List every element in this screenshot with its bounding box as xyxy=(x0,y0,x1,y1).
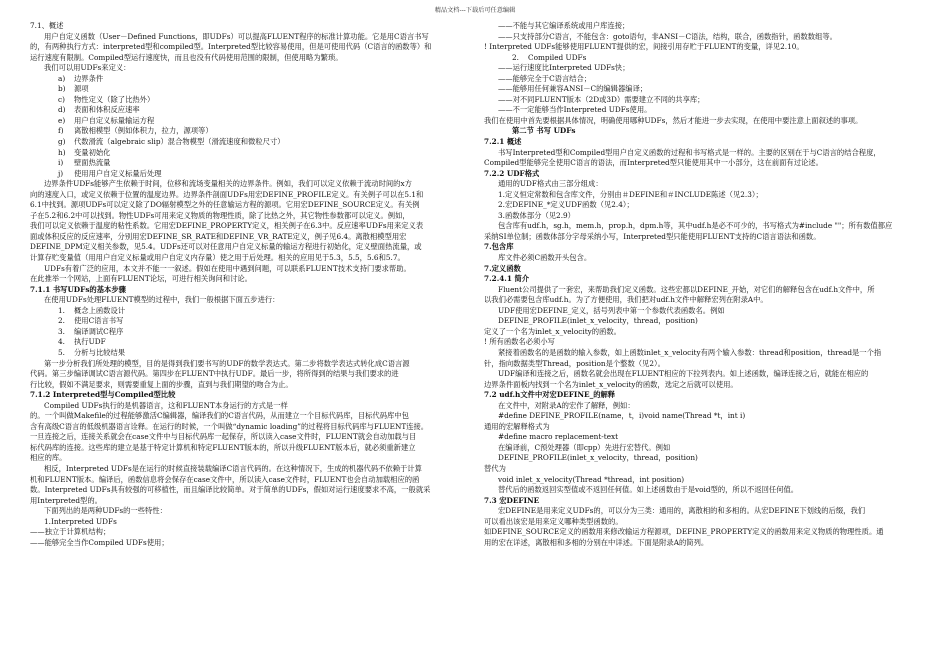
right-column xyxy=(484,21,916,548)
right-text-line: 包含库有udf.h，sg.h，mem.h，prop.h，dpm.h等，其中udf.h是必不可少的，书写格式为#include ""；所有数值都应 xyxy=(498,221,893,231)
right-text-line: 第二节 书写 UDFs xyxy=(512,126,576,136)
left-text-line: 向的速度入口，或定义依赖于位置的温度边界。边界条件剖面UDFs用宏DEFINE_PROFILE定义。有关例子可以在5.1和 xyxy=(30,189,424,199)
page-header: 精品文档---下载后可任意编辑 xyxy=(434,7,516,14)
right-text-line: 7.3 宏DEFINE xyxy=(484,495,540,505)
left-text-line xyxy=(30,148,458,159)
list-marker: 3. xyxy=(498,210,505,220)
left-text-line xyxy=(30,169,458,180)
list-item-text: 物性定义（除了比热外） xyxy=(74,94,155,104)
list-marker: a) xyxy=(58,73,66,83)
right-text-line xyxy=(484,190,916,201)
left-text-line: 6.1中找到。源项UDFs可以定义除了DO辐射模型之外的任意输运方程的源项。它用宏DEFINE_SOURCE定义。有关例 xyxy=(30,200,420,210)
list-item-text: 定义恒定常数和包含库文件，分别由＃DEFINE和＃INCLUDE陈述（见2.3）； xyxy=(504,189,763,199)
left-text-line: 在此推举一个网站，上面有FLUENT论坛，可进行相关询问和讨论。 xyxy=(30,274,252,284)
left-text-line: 我们可以用UDFs来定义： xyxy=(44,63,131,73)
right-text-line: 用的宏在详述，离散相和多相的分别在中详述。下面是附录A的简列。 xyxy=(484,537,709,547)
left-text-line: 7.1、概述 xyxy=(30,21,64,30)
right-text-line: 库文件必须C函数开头包含。 xyxy=(498,253,592,263)
list-marker: 1. xyxy=(44,516,51,526)
left-text-line xyxy=(30,337,458,348)
right-text-line: 紧接着函数名的是函数的输入参数，如上函数inlet_x_velocity有两个输入参数：thread和position，thread是一个指 xyxy=(498,347,882,357)
left-text-line: 的，有两种执行方式：interpreted型和compiled型。Interpreted型比较容易使用，但是可使用代码（C语言的函数等）和 xyxy=(30,42,432,52)
left-text-line: 一旦连接之后，连接关系就会在case文件中与目标代码库一起保存，所以读入case文件时，FLUENT就会自动加载与目 xyxy=(30,432,417,442)
list-item-text: 离散相模型（例如体积力，拉力，源项等） xyxy=(74,126,213,136)
left-text-line: 用Interpreted型的。 xyxy=(30,495,102,505)
left-text-line xyxy=(30,84,458,95)
left-text-line: 的。一个叫做Makefile的过程能够激活C编辑器，编译我们的C语言代码，从而建立一个目标代码库，目标代码库中包 xyxy=(30,411,409,421)
left-text-line: 计算存贮变量值（用用户自定义标量或用户自定义内存量）使之用于后处理。相关的应用见于5.3，5.5，5.6和5.7。 xyxy=(30,253,405,263)
right-text-line: ——不能与其它编译系统或用户库连接； xyxy=(498,21,630,30)
right-text-line: 可以看出该宏是用来定义哪种类型函数的。 xyxy=(484,516,623,526)
right-text-line: DEFINE_PROFILE(inlet_x_velocity，thread，position) xyxy=(498,453,698,463)
list-item-text: 代数滑流（algebraic slip）混合物模型（滑流速度和微粒尺寸） xyxy=(74,137,285,147)
left-text-line: 子在5.2和6.2中可以找到。物性UDFs可用来定义物质的物理性质，除了比热之外，其它物性参数都可以定义。例如， xyxy=(30,210,410,220)
list-item-text: 源项 xyxy=(74,84,89,94)
right-text-line xyxy=(484,211,916,222)
list-item-text: 执行UDF xyxy=(74,337,106,347)
list-item-text: 分析与比较结果 xyxy=(74,347,126,357)
left-text-line xyxy=(30,316,458,327)
list-marker: 2. xyxy=(512,52,519,62)
list-item-text: 使用用户自定义标量后处理 xyxy=(74,168,162,178)
left-text-line xyxy=(30,348,458,359)
left-text-line: 标代码库的连接。这些库的建立是基于特定计算机和特定FLUENT版本的，所以升级FLUENT版本后，就必须重新建立 xyxy=(30,442,416,452)
list-item-text: 壁面热流量 xyxy=(74,158,111,168)
left-text-line: 7.1.2 Interpreted型与Compiled型比较 xyxy=(30,390,176,400)
list-marker: d) xyxy=(58,105,66,115)
list-marker: i) xyxy=(58,158,64,168)
list-item-text: 边界条件 xyxy=(74,73,104,83)
list-marker: h) xyxy=(58,147,66,157)
right-text-line: 7.2.4.1 简介 xyxy=(484,274,530,284)
left-text-line: 含有高级C语言的低级机器语言诠释。在运行的时候，一个叫做“dynamic loading”的过程将目标代码库与FLUENT连接。 xyxy=(30,421,429,431)
left-text-line: 用户自定义函数（User－Defined Functions，即UDFs）可以提高FLUENT程序的标准计算功能。它是用C语言书写 xyxy=(44,31,429,41)
left-text-line: 边界条件UDFs能够产生依赖于时间，位移和流场变量相关的边界条件。例如，我们可以定义依赖于流动时间的x方 xyxy=(44,179,412,189)
right-text-line: #define DEFINE_PROFILE(name，t，i)void name(Thread *t，int i) xyxy=(498,411,746,421)
right-text-line: 替代为 xyxy=(484,463,506,473)
list-item-text: Interpreted UDFs xyxy=(50,516,117,526)
left-text-line: Compiled UDFs执行的是机器语言，这和FLUENT本身运行的方式是一样 xyxy=(44,400,288,410)
left-text-line xyxy=(30,158,458,169)
left-text-line: 7.1.1 书写UDFs的基本步骤 xyxy=(30,284,126,294)
right-text-line: 7.2 udf.h文件中对宏DEFINE_的解释 xyxy=(484,390,616,400)
left-text-line: UDFs有着广泛的应用，本文并不能一一叙述。假如在使用中遇到问题，可以联系FLUENT技术支持门要求帮助。 xyxy=(44,263,411,273)
right-text-line: ——能够完全于C语言结合； xyxy=(498,73,592,83)
left-text-line xyxy=(30,137,458,148)
left-text-line: 面或体积反应的反应速率，分别用宏DEFINE_SR_RATE和DEFINE_VR_RATE定义，例子见6.4。离散相模型用宏 xyxy=(30,231,407,241)
left-text-line: 下面列出的是两种UDFs的一些特性： xyxy=(44,506,167,516)
list-marker: 2. xyxy=(498,200,505,210)
left-text-line xyxy=(30,116,458,127)
left-column xyxy=(30,21,458,548)
right-text-line: Fluent公司提供了一套宏，来帮助我们定义函数。这些宏都以DEFINE_开始，对它们的解释包含在udf.h文件中，所 xyxy=(498,284,875,294)
list-marker: c) xyxy=(58,94,65,104)
list-item-text: 概念上函数设计 xyxy=(74,305,126,315)
right-text-line: 7.2.1 概述 xyxy=(484,137,522,147)
right-text-line: 定义了一个名为inlet_x_velocity的函数。 xyxy=(484,326,621,336)
left-text-line xyxy=(30,327,458,338)
right-text-line: UDF使用宏DEFINE_定义，括号列表中第一个参数代表函数名。例如 xyxy=(498,305,725,315)
right-text-line: ——能够用任何兼容ANSI－C的编辑器编译； xyxy=(498,84,648,94)
list-item-text: 宏DEFINE_*定义UDF函数（见2.4）； xyxy=(504,200,634,210)
right-text-line: ! Interpreted UDFs能够使用FLUENT提供的宏，间接引用存贮于FLUENT的变量，详见2.10。 xyxy=(484,42,804,52)
list-item-text: 表面和体积反应速率 xyxy=(74,105,140,115)
right-text-line: 7.包含库 xyxy=(484,242,514,252)
right-text-line: ——不一定能够当作Interpreted UDFs使用。 xyxy=(498,105,652,115)
left-text-line xyxy=(30,105,458,116)
right-text-line: Compiled型能够完全使用C语言的语法，而Interpreted型只能使用其中一小部分，这在前面有过论述。 xyxy=(484,158,823,168)
left-text-line: ——独立于计算机结构； xyxy=(30,527,111,537)
right-text-line: ——对不同FLUENT版本（2D或3D）需要建立不同的共享库； xyxy=(498,94,705,104)
right-text-line: #define macro replacement-text xyxy=(498,432,619,442)
list-item-text: 编译调试C程序 xyxy=(74,326,124,336)
left-text-line xyxy=(30,74,458,85)
right-text-line: 在编译前，C预处理器（即cpp）先进行宏替代。例如 xyxy=(498,442,671,452)
right-text-line: 在文件中，对附录A的宏作了解释，例如： xyxy=(498,400,635,410)
right-text-line: 宏DEFINE是用来定义UDFs的，可以分为三类：通用的，离散相的和多相的。从宏DEFINE下划线的后缀，我们 xyxy=(498,506,866,516)
right-text-line: ! 所有函数名必须小写 xyxy=(484,337,555,347)
right-text-line: ——只支持部分C语言，不能包含：goto语句，非ANSI－C语法，结构，联合，函数指针，函数数组等。 xyxy=(498,31,837,41)
right-text-line: 7.定义函数 xyxy=(484,263,521,273)
list-marker: 1. xyxy=(58,305,65,315)
right-text-line: void inlet_x_velocity(Thread *thread，int position) xyxy=(498,474,685,484)
list-item-text: 用户自定义标量输运方程 xyxy=(74,115,155,125)
list-item-text: 使用C语言书写 xyxy=(74,316,124,326)
right-text-line: ——运行速度比Interpreted UDFs快； xyxy=(498,63,630,73)
right-text-line: 7.2.2 UDF格式 xyxy=(484,168,540,178)
left-text-line xyxy=(30,95,458,106)
list-item-text: 函数体部分（见2.9） xyxy=(504,210,575,220)
right-text-line: 边界条件面板内找到一个名为inlet_x_velocity的函数，选定之后就可以使用。 xyxy=(484,379,738,389)
list-marker: e) xyxy=(58,115,66,125)
right-text-line: DEFINE_PROFILE(inlet_x_velocity，thread，position) xyxy=(498,316,698,326)
right-text-line: 书写Interpreted型和Compiled型用户自定义函数的过程和书写格式是一样的。主要的区别在于与C语言的结合程度， xyxy=(498,147,881,157)
list-marker: g) xyxy=(58,137,66,147)
right-text-line: 采纳SI单位制；函数体部分字母采纳小写，Interpreted型只能使用FLUENT支持的C语言语法和函数。 xyxy=(484,231,821,241)
list-marker: f) xyxy=(58,126,64,136)
list-marker: 2. xyxy=(58,316,65,326)
right-text-line: 我们在使用中首先要根据具体情况，明确使用哪种UDFs，然后才能进一步去实现，在使用中要注意上面叙述的事项。 xyxy=(484,115,863,125)
right-text-line: 针，指向数据类型Thread，position是个整数（见2）。 xyxy=(484,358,665,368)
left-text-line: 代码。第三步编译调试C语言源代码。第四步在FLUENT中执行UDF。最后一步，将所得到的结果与我们要求的进 xyxy=(30,369,399,379)
left-text-line: 运行速度有限制。Compiled型运行速度快，而且也没有代码使用范围的限制，但使用略为繁琐。 xyxy=(30,52,343,62)
right-text-line: 通用的UDF格式由三部分组成： xyxy=(498,179,603,189)
list-item-text: Compiled UDFs xyxy=(528,52,587,62)
list-marker: 4. xyxy=(58,337,65,347)
right-text-line xyxy=(484,53,916,64)
list-marker: 3. xyxy=(58,326,65,336)
list-item-text: 变量初始化 xyxy=(74,147,111,157)
left-text-line: 在使用UDFs处理FLUENT模型的过程中，我们一般根据下面五步进行： xyxy=(44,295,280,305)
list-marker: b) xyxy=(58,84,66,94)
left-text-line: 数。Interpreted UDFs具有较强的可移植性，而且编译比较简单。对于简单的UDFs，假如对运行速度要求不高，一般就采 xyxy=(30,485,431,495)
left-text-line: 机和FLUENT版本。编译后，函数信息将会保存在case文件中，所以读入case文件时，FLUENT也会自动加载相应的函 xyxy=(30,474,420,484)
right-text-line xyxy=(484,200,916,211)
list-marker: 1. xyxy=(498,189,505,199)
left-text-line: 第一步分析我们所处理的模型，目的是得到我们要书写的UDF的数学表达式。第二步将数学表达式转化成C语言源 xyxy=(44,358,410,368)
left-text-line xyxy=(30,306,458,317)
left-text-line: 相反，Interpreted UDFs是在运行的时候直接装载编译C语言代码的。在这种情况下，生成的机器代码不依赖于计算 xyxy=(44,463,422,473)
left-text-line: 我们可以定义依赖于温度的粘性系数。它用宏DEFINE_PROPERTY定义，相关例子在6.3中。反应速率UDFs用来定义表 xyxy=(30,221,424,231)
right-text-line: 如DEFINE_SOURCE定义的函数用来修改输运方程源项，DEFINE_PROPERTY定义的函数用来定义物质的物理性质。通 xyxy=(484,527,884,537)
right-text-line: 通用的宏解释格式为 xyxy=(484,421,550,431)
left-text-line xyxy=(30,517,458,528)
list-marker: 5. xyxy=(58,347,65,357)
list-marker: j) xyxy=(58,168,64,178)
right-text-line: 以我们必需要包含库udf.h。为了方便使用，我们把对udf.h文件中解释宏列在附录A中。 xyxy=(484,295,768,305)
left-text-line: ——能够完全当作Compiled UDFs使用； xyxy=(30,537,169,547)
left-text-line: DEFINE_DPM定义相关参数，见5.4。UDFs还可以对任意用户自定义标量的输运方程进行初始化，定义壁面热流量，或 xyxy=(30,242,422,252)
left-text-line xyxy=(30,126,458,137)
right-text-line: UDF编译和连接之后，函数名就会出现在FLUENT相应的下拉列表内。如上述函数，编译连接之后，就能在相应的 xyxy=(498,369,869,379)
right-text-line: 替代后的函数返回实型值或不返回任何值。如上述函数由于是void型的，所以不返回任何值。 xyxy=(498,485,799,495)
left-text-line: 行比较，假如不满足要求，则需要重复上面的步骤，直到与我们期望的吻合为止。 xyxy=(30,379,293,389)
left-text-line: 相应的库。 xyxy=(30,453,67,463)
